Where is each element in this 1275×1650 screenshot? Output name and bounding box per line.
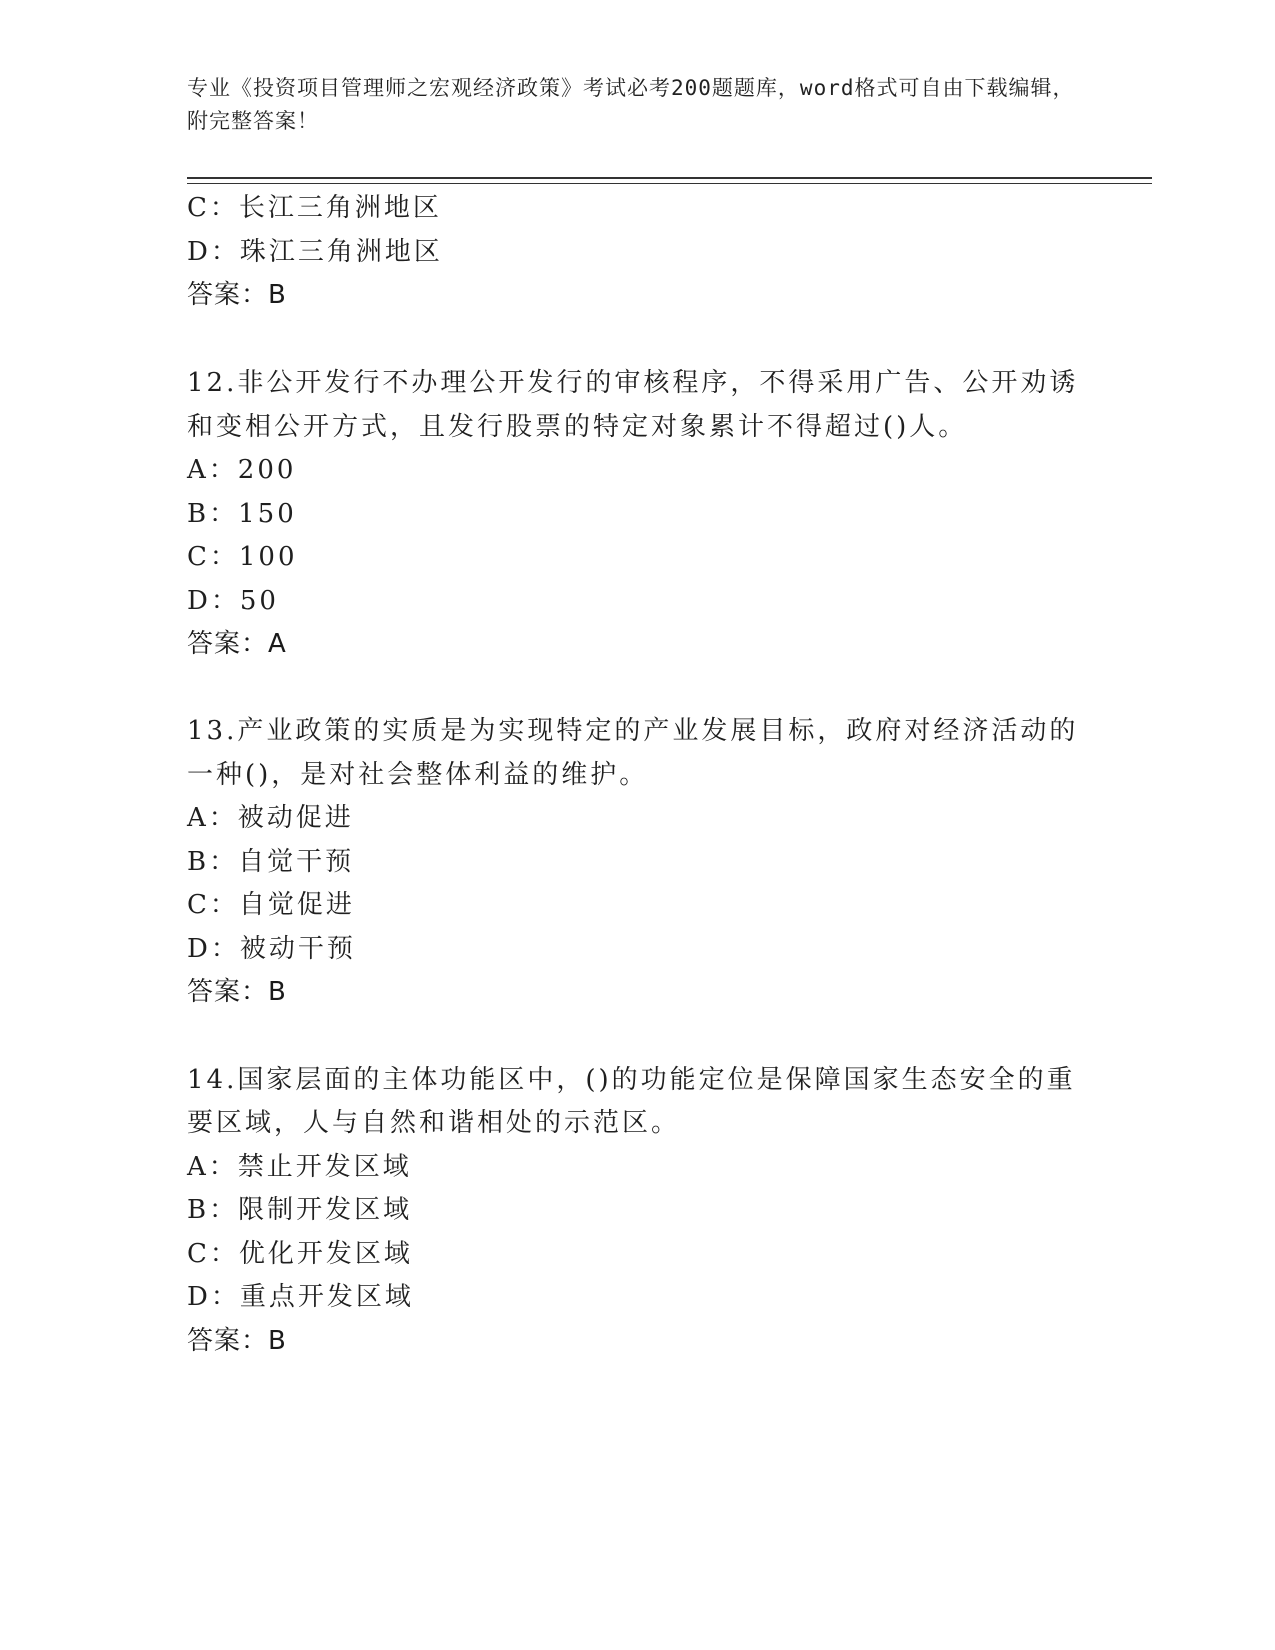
option-a: A：被动促进 (187, 803, 354, 833)
option-b: B：150 (187, 499, 297, 529)
option-a: A：200 (187, 455, 297, 485)
question-stem-line: 12.非公开发行不办理公开发行的审核程序，不得采用广告、公开劝诱 (187, 368, 1079, 398)
answer-line: 答案：B (187, 280, 287, 310)
option-c: C：优化开发区域 (187, 1239, 413, 1269)
header-divider-thin (187, 183, 1152, 184)
option-c: C：长江三角洲地区 (187, 193, 442, 223)
option-b: B：自觉干预 (187, 847, 355, 877)
question-stem-line: 13.产业政策的实质是为实现特定的产业发展目标，政府对经济活动的 (187, 716, 1079, 746)
option-c: C：100 (187, 542, 298, 572)
option-a: A：禁止开发区域 (187, 1152, 412, 1182)
answer-line: 答案：B (187, 977, 287, 1007)
answer-line: 答案：B (187, 1326, 287, 1356)
option-b: B：限制开发区域 (187, 1195, 413, 1225)
question-stem-line: 和变相公开方式，且发行股票的特定对象累计不得超过()人。 (187, 412, 968, 442)
answer-line: 答案：A (187, 629, 287, 659)
option-d: D：重点开发区域 (187, 1282, 414, 1312)
document-header: 专业《投资项目管理师之宏观经济政策》考试必考200题题库，word格式可自由下载编辑，附完整答案！ (187, 76, 1075, 133)
option-d: D：珠江三角洲地区 (187, 237, 443, 267)
question-stem-line: 一种()，是对社会整体利益的维护。 (187, 760, 649, 790)
header-divider-thick (187, 177, 1152, 179)
question-stem-line: 14.国家层面的主体功能区中，()的功能定位是保障国家生态安全的重 (187, 1065, 1076, 1095)
option-c: C：自觉促进 (187, 890, 355, 920)
question-stem-line: 要区域，人与自然和谐相处的示范区。 (187, 1108, 681, 1138)
option-d: D：被动干预 (187, 934, 356, 964)
option-d: D：50 (187, 586, 279, 616)
